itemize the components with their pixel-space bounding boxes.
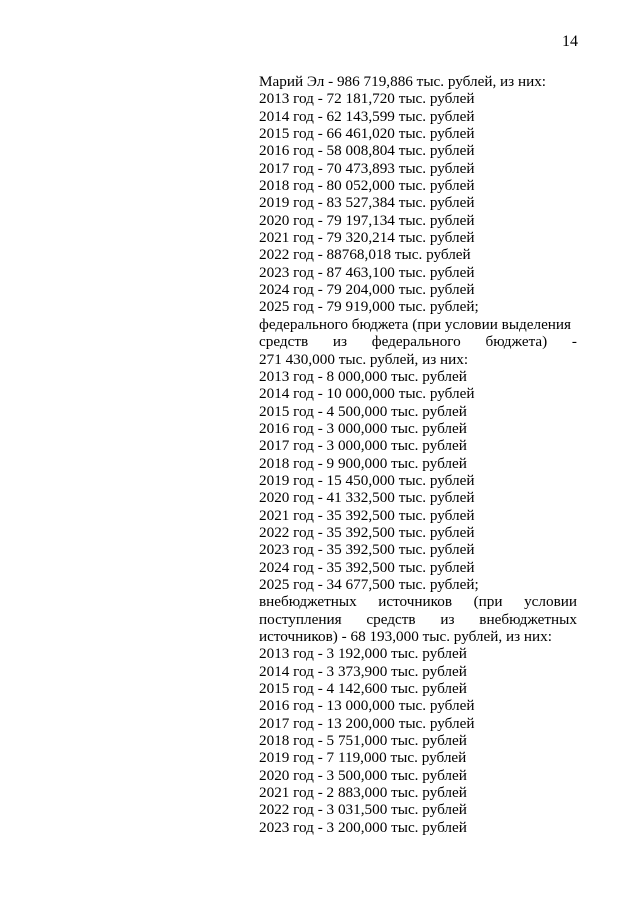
word: федерального bbox=[371, 333, 461, 351]
year-line: 2019 год - 7 119,000 тыс. рублей bbox=[259, 749, 467, 767]
word: бюджета) bbox=[485, 333, 548, 351]
year-line: 2014 год - 3 373,900 тыс. рублей bbox=[259, 662, 467, 680]
word: средств bbox=[366, 610, 416, 628]
year-line: 2022 год - 3 031,500 тыс. рублей bbox=[259, 801, 467, 819]
year-line: 2018 год - 5 751,000 тыс. рублей bbox=[259, 732, 467, 750]
year-line: 2022 год - 35 392,500 тыс. рублей bbox=[259, 523, 475, 541]
year-line: 2021 год - 2 883,000 тыс. рублей bbox=[259, 784, 467, 802]
year-line: 2025 год - 34 677,500 тыс. рублей; bbox=[259, 575, 479, 593]
federal-budget-line-1: федерального бюджета (при условии выделения bbox=[259, 315, 572, 333]
year-line: 2015 год - 4 500,000 тыс. рублей bbox=[259, 402, 467, 420]
extrabudgetary-line-3: источников) - 68 193,000 тыс. рублей, из них: bbox=[259, 628, 552, 645]
word: - bbox=[571, 333, 577, 351]
year-line: 2023 год - 87 463,100 тыс. рублей bbox=[259, 263, 475, 281]
year-line: 2015 год - 4 142,600 тыс. рублей bbox=[259, 680, 467, 698]
federal-budget-line-3: 271 430,000 тыс. рублей, из них: bbox=[259, 350, 469, 368]
year-line: 2022 год - 88768,018 тыс. рублей bbox=[259, 246, 471, 264]
word: внебюджетных bbox=[259, 593, 357, 611]
year-line: 2017 год - 70 473,893 тыс. рублей bbox=[259, 159, 475, 177]
year-line: 2017 год - 13 200,000 тыс. рублей bbox=[259, 714, 475, 732]
mari-el-budget-header: Марий Эл - 986 719,886 тыс. рублей, из них: bbox=[259, 73, 547, 90]
word: (при bbox=[473, 593, 503, 611]
year-line: 2013 год - 8 000,000 тыс. рублей bbox=[259, 367, 467, 385]
year-line: 2014 год - 62 143,599 тыс. рублей bbox=[259, 107, 475, 125]
extrabudgetary-section bbox=[259, 593, 577, 836]
year-line: 2020 год - 79 197,134 тыс. рублей bbox=[259, 211, 475, 229]
year-line: 2016 год - 3 000,000 тыс. рублей bbox=[259, 419, 467, 437]
year-line: 2020 год - 3 500,000 тыс. рублей bbox=[259, 766, 467, 784]
year-line: 2023 год - 3 200,000 тыс. рублей bbox=[259, 818, 467, 836]
year-line: 2018 год - 80 052,000 тыс. рублей bbox=[259, 177, 475, 195]
mari-el-budget-section bbox=[259, 73, 577, 316]
extrabudgetary-line-2 bbox=[259, 611, 577, 628]
word: условии bbox=[524, 593, 577, 611]
year-line: 2018 год - 9 900,000 тыс. рублей bbox=[259, 454, 467, 472]
document-body bbox=[259, 73, 577, 836]
year-line: 2024 год - 79 204,000 тыс. рублей bbox=[259, 281, 475, 299]
extrabudgetary-line-1 bbox=[259, 593, 577, 610]
word: поступления bbox=[259, 610, 342, 628]
year-line: 2017 год - 3 000,000 тыс. рублей bbox=[259, 437, 467, 455]
year-line: 2019 год - 15 450,000 тыс. рублей bbox=[259, 471, 475, 489]
year-line: 2019 год - 83 527,384 тыс. рублей bbox=[259, 194, 475, 212]
page-number: 14 bbox=[562, 33, 578, 50]
word: источников bbox=[378, 593, 453, 611]
year-line: 2013 год - 3 192,000 тыс. рублей bbox=[259, 645, 467, 663]
year-line: 2014 год - 10 000,000 тыс. рублей bbox=[259, 385, 475, 403]
year-line: 2023 год - 35 392,500 тыс. рублей bbox=[259, 541, 475, 559]
year-line: 2013 год - 72 181,720 тыс. рублей bbox=[259, 90, 475, 108]
word: средств bbox=[259, 333, 309, 351]
year-line: 2021 год - 35 392,500 тыс. рублей bbox=[259, 506, 475, 524]
year-line: 2024 год - 35 392,500 тыс. рублей bbox=[259, 558, 475, 576]
year-line: 2025 год - 79 919,000 тыс. рублей; bbox=[259, 298, 479, 316]
word: из bbox=[332, 333, 348, 351]
year-line: 2016 год - 13 000,000 тыс. рублей bbox=[259, 697, 475, 715]
year-line: 2020 год - 41 332,500 тыс. рублей bbox=[259, 489, 475, 507]
year-line: 2016 год - 58 008,804 тыс. рублей bbox=[259, 142, 475, 160]
word: из bbox=[440, 610, 455, 628]
word: внебюджетных bbox=[479, 610, 577, 628]
year-line: 2015 год - 66 461,020 тыс. рублей bbox=[259, 125, 475, 143]
year-line: 2021 год - 79 320,214 тыс. рублей bbox=[259, 229, 475, 247]
federal-budget-line-2 bbox=[259, 333, 577, 350]
federal-budget-section bbox=[259, 316, 577, 594]
